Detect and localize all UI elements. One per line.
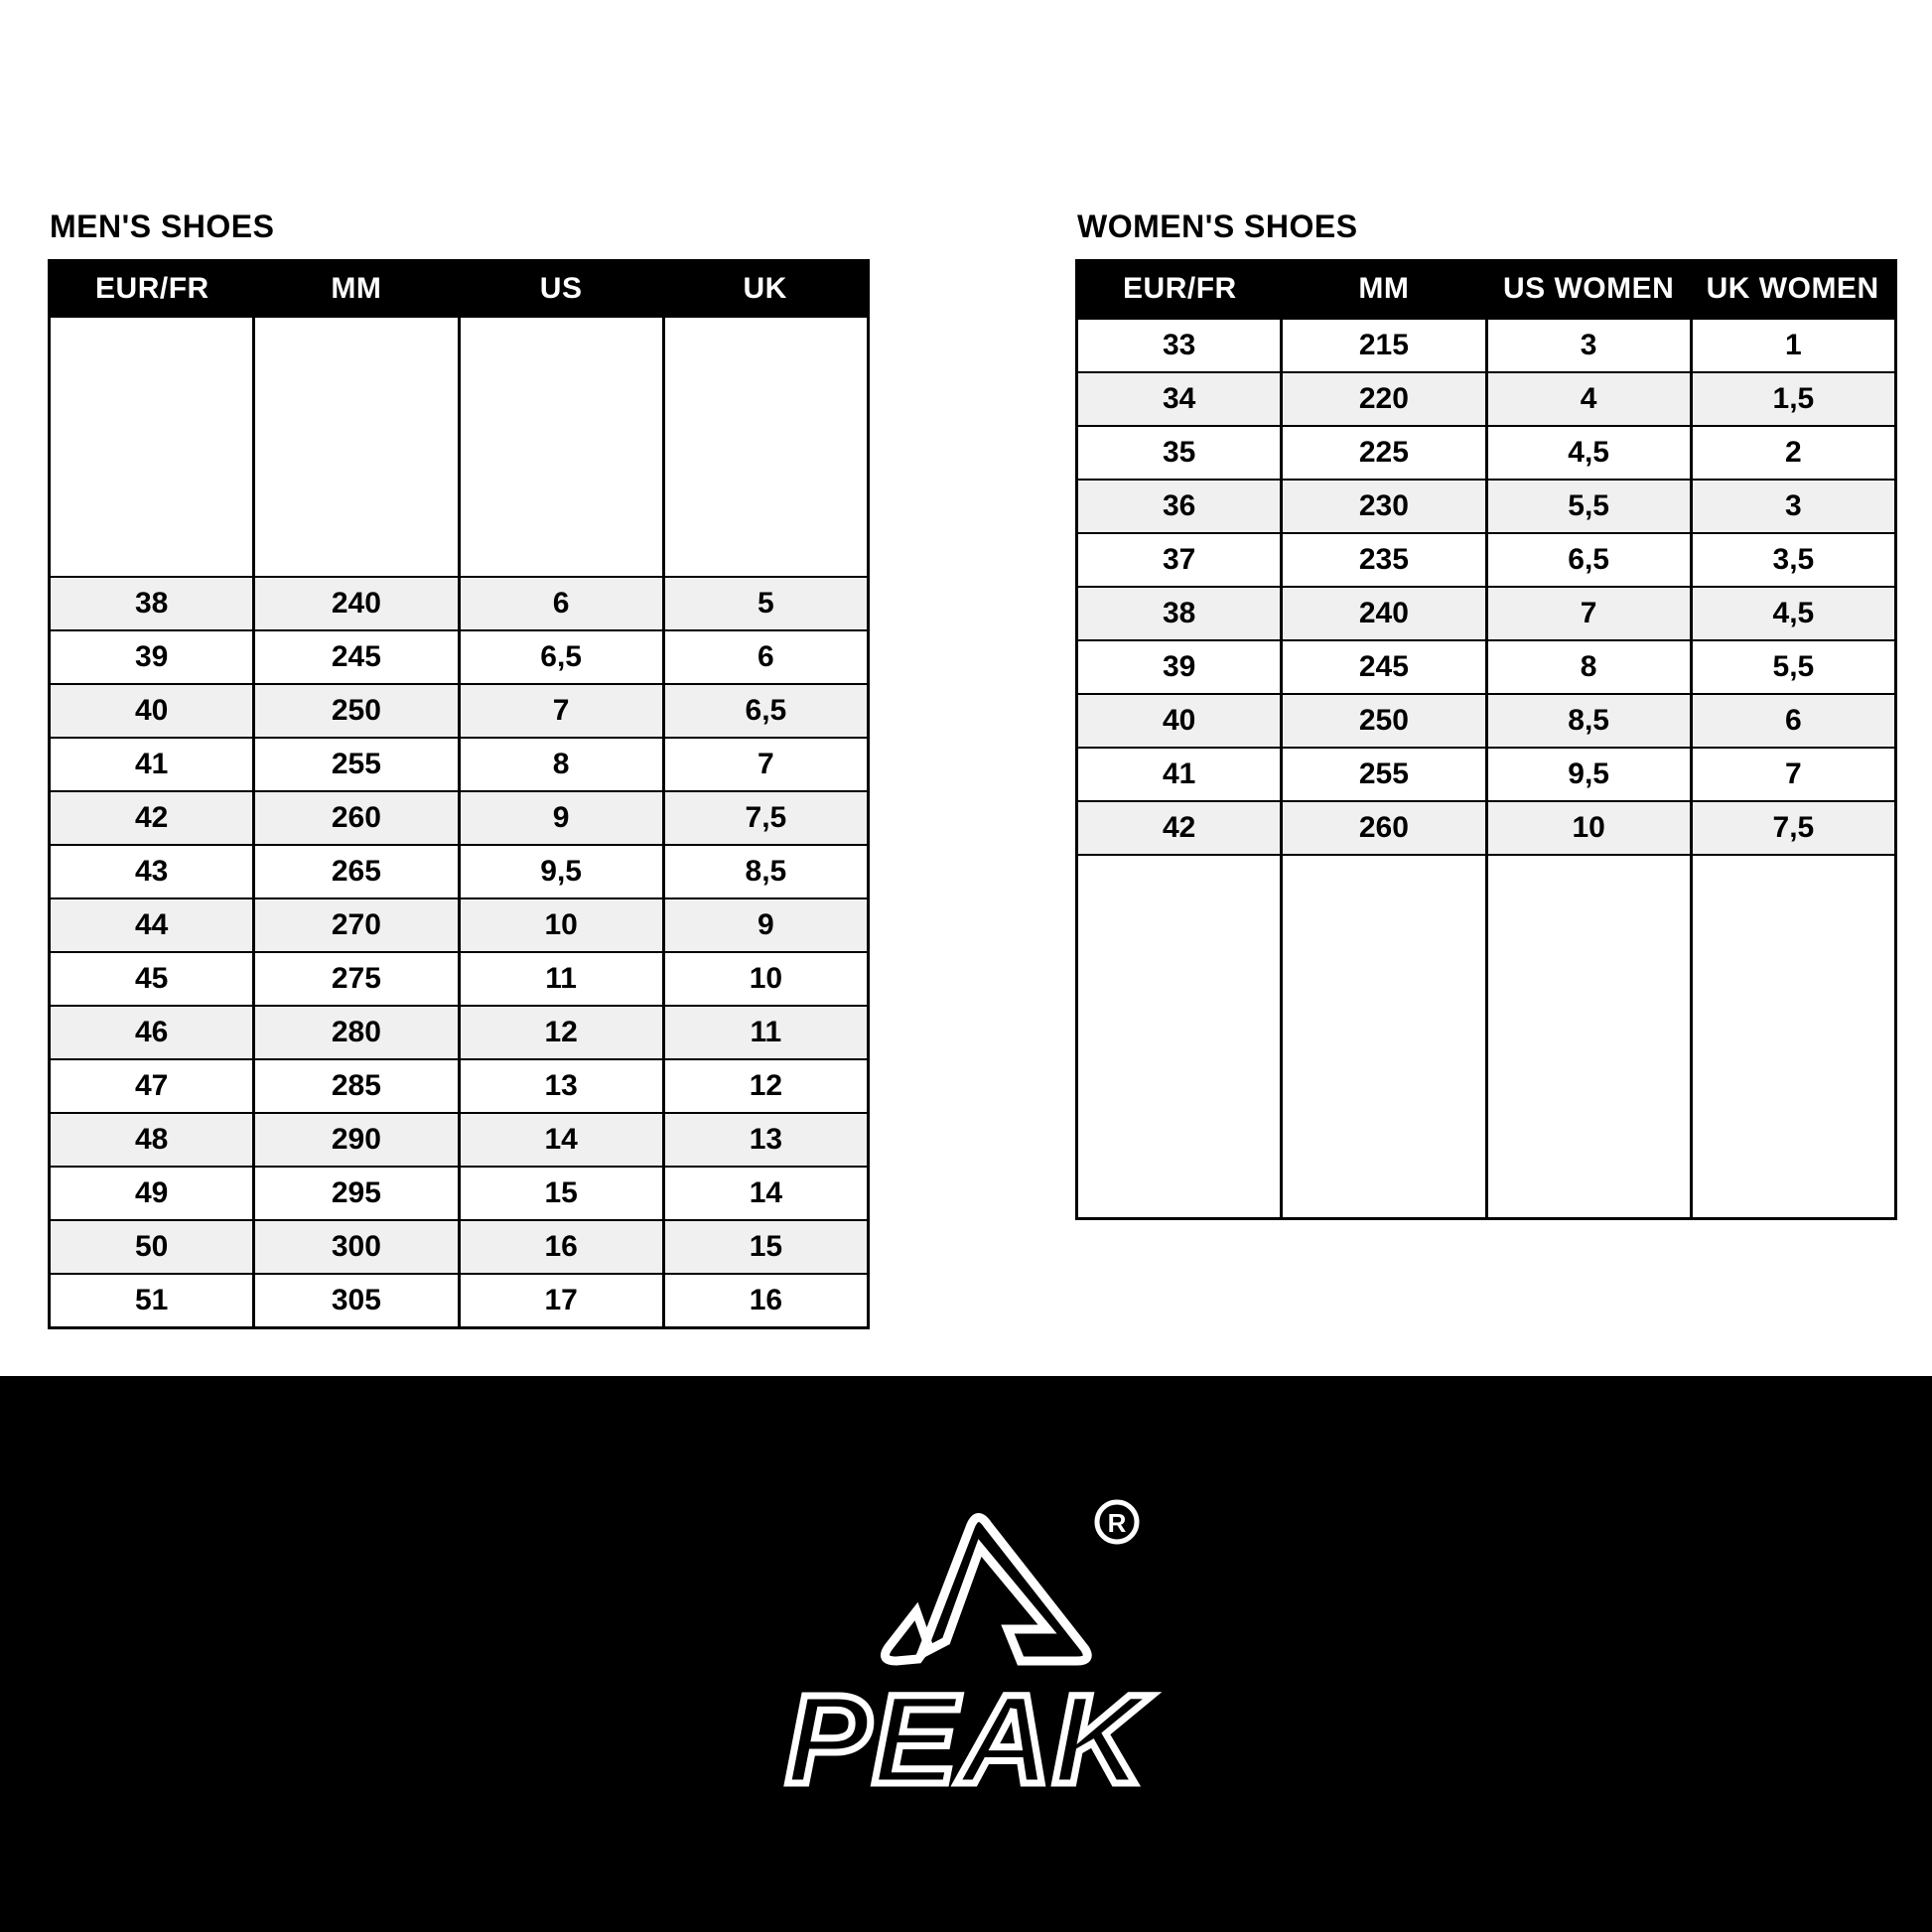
cell-uk: 4,5 — [1691, 587, 1895, 640]
table-row — [1077, 480, 1896, 533]
cell-us: 5,5 — [1486, 480, 1691, 533]
cell-eur: 46 — [50, 1006, 254, 1059]
cell-uk: 8,5 — [663, 845, 868, 898]
mens-table-body — [50, 318, 869, 1328]
cell-us: 16 — [459, 1220, 663, 1274]
cell-us: 6,5 — [1486, 533, 1691, 587]
table-row-blank — [1077, 959, 1896, 1011]
cell-mm: 255 — [254, 738, 459, 791]
cell-us: 8 — [459, 738, 663, 791]
womens-col-header-uk: UK WOMEN — [1691, 261, 1895, 320]
cell-uk: 5 — [663, 577, 868, 630]
table-row-blank — [1077, 1114, 1896, 1166]
cell-mm: 290 — [254, 1113, 459, 1167]
cell-uk: 16 — [663, 1274, 868, 1328]
cell-mm: 250 — [254, 684, 459, 738]
mens-header-row — [50, 261, 869, 319]
table-row-blank — [1077, 1011, 1896, 1062]
cell-uk: 5,5 — [1691, 640, 1895, 694]
cell-mm: 235 — [1282, 533, 1486, 587]
cell-uk: 10 — [663, 952, 868, 1006]
registered-mark-icon — [1097, 1502, 1137, 1542]
table-row — [1077, 801, 1896, 855]
peak-wordmark: PEAK — [785, 1669, 1147, 1811]
cell-us: 9,5 — [459, 845, 663, 898]
cell-us: 6,5 — [459, 630, 663, 684]
cell-us: 13 — [459, 1059, 663, 1113]
cell-uk: 3,5 — [1691, 533, 1895, 587]
cell-eur: 34 — [1077, 372, 1282, 426]
womens-col-header-mm: MM — [1282, 261, 1486, 320]
table-row-blank — [50, 524, 869, 577]
cell-mm: 240 — [254, 577, 459, 630]
table-row-blank — [1077, 1062, 1896, 1114]
peak-logo — [767, 1490, 1165, 1818]
cell-us: 8,5 — [1486, 694, 1691, 748]
cell-eur: 47 — [50, 1059, 254, 1113]
mens-col-header-us: US — [459, 261, 663, 319]
cell-us: 8 — [1486, 640, 1691, 694]
cell-us: 6 — [459, 577, 663, 630]
table-row — [1077, 640, 1896, 694]
cell-eur: 37 — [1077, 533, 1282, 587]
cell-mm: 230 — [1282, 480, 1486, 533]
cell-mm: 215 — [1282, 319, 1486, 372]
cell-us: 7 — [459, 684, 663, 738]
cell-us: 15 — [459, 1167, 663, 1220]
table-row-blank — [50, 318, 869, 369]
cell-uk: 6,5 — [663, 684, 868, 738]
cell-us: 12 — [459, 1006, 663, 1059]
cell-us: 4,5 — [1486, 426, 1691, 480]
cell-eur: 41 — [1077, 748, 1282, 801]
cell-mm: 255 — [1282, 748, 1486, 801]
cell-eur: 49 — [50, 1167, 254, 1220]
table-row — [50, 1274, 869, 1328]
cell-eur: 39 — [1077, 640, 1282, 694]
womens-table-head — [1077, 261, 1896, 320]
cell-uk: 13 — [663, 1113, 868, 1167]
cell-us: 9,5 — [1486, 748, 1691, 801]
womens-col-header-eur: EUR/FR — [1077, 261, 1282, 320]
cell-eur: 41 — [50, 738, 254, 791]
table-row — [1077, 319, 1896, 372]
cell-mm: 265 — [254, 845, 459, 898]
cell-mm: 275 — [254, 952, 459, 1006]
table-row — [1077, 372, 1896, 426]
cell-uk: 1 — [1691, 319, 1895, 372]
mens-table-title: MEN'S SHOES — [50, 208, 275, 244]
womens-shoes-table-block — [1075, 208, 1897, 1220]
table-row-blank — [1077, 855, 1896, 907]
cell-us: 17 — [459, 1274, 663, 1328]
table-row — [50, 1113, 869, 1167]
cell-eur: 44 — [50, 898, 254, 952]
cell-eur: 38 — [1077, 587, 1282, 640]
cell-uk: 2 — [1691, 426, 1895, 480]
womens-table-title: WOMEN'S SHOES — [1077, 208, 1358, 244]
cell-mm: 240 — [1282, 587, 1486, 640]
cell-eur: 40 — [1077, 694, 1282, 748]
cell-mm: 260 — [254, 791, 459, 845]
svg-text:R: R — [1107, 1508, 1127, 1538]
cell-eur: 42 — [50, 791, 254, 845]
cell-eur: 50 — [50, 1220, 254, 1274]
cell-us: 11 — [459, 952, 663, 1006]
table-row — [50, 684, 869, 738]
womens-table-body — [1077, 319, 1896, 1219]
table-row-blank — [1077, 907, 1896, 959]
cell-eur: 43 — [50, 845, 254, 898]
cell-uk: 9 — [663, 898, 868, 952]
cell-eur: 33 — [1077, 319, 1282, 372]
cell-mm: 295 — [254, 1167, 459, 1220]
cell-mm: 270 — [254, 898, 459, 952]
cell-eur: 38 — [50, 577, 254, 630]
cell-eur: 35 — [1077, 426, 1282, 480]
table-row — [50, 738, 869, 791]
cell-us: 4 — [1486, 372, 1691, 426]
cell-eur: 51 — [50, 1274, 254, 1328]
cell-us: 3 — [1486, 319, 1691, 372]
table-row — [50, 1220, 869, 1274]
table-row-blank — [50, 369, 869, 421]
cell-mm: 250 — [1282, 694, 1486, 748]
cell-mm: 280 — [254, 1006, 459, 1059]
womens-col-header-us: US WOMEN — [1486, 261, 1691, 320]
cell-uk: 6 — [663, 630, 868, 684]
cell-mm: 245 — [254, 630, 459, 684]
mens-shoes-table-block — [48, 208, 870, 1329]
cell-mm: 220 — [1282, 372, 1486, 426]
table-row-blank — [50, 421, 869, 473]
cell-us: 7 — [1486, 587, 1691, 640]
womens-header-row — [1077, 261, 1896, 320]
cell-uk: 7 — [1691, 748, 1895, 801]
cell-us: 10 — [459, 898, 663, 952]
mens-col-header-mm: MM — [254, 261, 459, 319]
cell-mm: 245 — [1282, 640, 1486, 694]
cell-uk: 14 — [663, 1167, 868, 1220]
mens-table-head — [50, 261, 869, 319]
cell-uk: 1,5 — [1691, 372, 1895, 426]
table-row — [1077, 694, 1896, 748]
table-row — [50, 952, 869, 1006]
table-row — [50, 791, 869, 845]
cell-eur: 48 — [50, 1113, 254, 1167]
table-row — [50, 1006, 869, 1059]
table-row — [1077, 748, 1896, 801]
cell-mm: 285 — [254, 1059, 459, 1113]
cell-eur: 40 — [50, 684, 254, 738]
cell-us: 10 — [1486, 801, 1691, 855]
cell-uk: 15 — [663, 1220, 868, 1274]
cell-eur: 39 — [50, 630, 254, 684]
cell-uk: 11 — [663, 1006, 868, 1059]
brand-footer-bar — [0, 1376, 1932, 1932]
cell-uk: 7,5 — [1691, 801, 1895, 855]
cell-mm: 260 — [1282, 801, 1486, 855]
cell-uk: 12 — [663, 1059, 868, 1113]
table-row — [1077, 533, 1896, 587]
cell-uk: 7,5 — [663, 791, 868, 845]
peak-logo-svg — [767, 1490, 1165, 1818]
table-row — [50, 577, 869, 630]
cell-mm: 225 — [1282, 426, 1486, 480]
cell-eur: 45 — [50, 952, 254, 1006]
table-row — [50, 630, 869, 684]
mens-col-header-eur: EUR/FR — [50, 261, 254, 319]
cell-us: 14 — [459, 1113, 663, 1167]
cell-eur: 42 — [1077, 801, 1282, 855]
table-row — [1077, 426, 1896, 480]
table-row-blank — [1077, 1166, 1896, 1219]
cell-eur: 36 — [1077, 480, 1282, 533]
mens-size-table — [48, 259, 870, 1329]
cell-uk: 3 — [1691, 480, 1895, 533]
table-row — [50, 898, 869, 952]
mens-col-header-uk: UK — [663, 261, 868, 319]
table-row — [50, 1167, 869, 1220]
cell-uk: 6 — [1691, 694, 1895, 748]
cell-mm: 305 — [254, 1274, 459, 1328]
cell-uk: 7 — [663, 738, 868, 791]
table-row — [50, 845, 869, 898]
table-row-blank — [50, 473, 869, 524]
cell-mm: 300 — [254, 1220, 459, 1274]
womens-size-table — [1075, 259, 1897, 1220]
table-row — [1077, 587, 1896, 640]
cell-us: 9 — [459, 791, 663, 845]
table-row — [50, 1059, 869, 1113]
